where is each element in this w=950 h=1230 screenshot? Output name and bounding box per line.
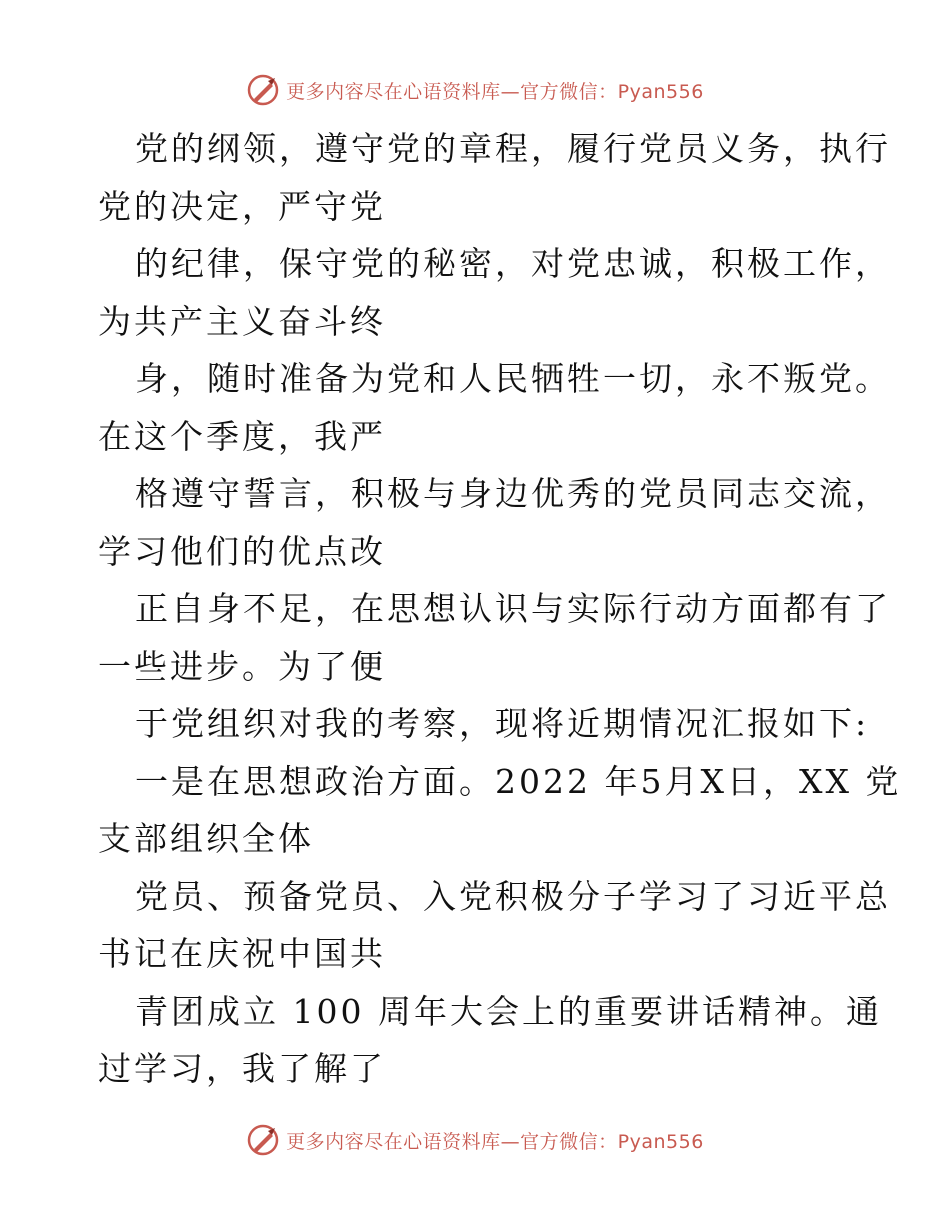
text-line: 党的纲领，遵守党的章程，履行党员义务，执行: [135, 129, 891, 168]
text-line: 格遵守誓言，积极与身边优秀的党员同志交流，: [135, 474, 891, 513]
text-line: 为共产主义奋斗终: [98, 301, 386, 341]
text-line: 过学习，我了解了: [98, 1049, 386, 1088]
text-line: 党的决定，严守党: [98, 186, 386, 226]
footer-watermark: [0, 1120, 950, 1160]
watermark-text: 更多内容尽在心语资料库—官方微信：Pyan556: [286, 80, 704, 103]
header-watermark: [0, 70, 950, 110]
text-line: 党员、预备党员、入党积极分子学习了习近平总: [135, 876, 891, 916]
watermark-text: 更多内容尽在心语资料库—官方微信：Pyan556: [286, 1130, 704, 1153]
text-line: 一些进步。为了便: [98, 646, 386, 686]
text-line: 书记在庆祝中国共: [98, 934, 386, 973]
text-line: 学习他们的优点改: [98, 531, 386, 571]
text-line: 支部组织全体: [98, 819, 314, 858]
text-line: 的纪律，保守党的秘密，对党忠诚，积极工作，: [135, 244, 891, 283]
quill-pen-logo-icon: [246, 73, 280, 107]
text-line: 在这个季度，我严: [98, 416, 386, 456]
text-line: 身，随时准备为党和人民牺牲一切，永不叛党。: [135, 359, 891, 398]
text-line: 青团成立 100 周年大会上的重要讲话精神。通: [135, 991, 882, 1031]
text-line: 正自身不足，在思想认识与实际行动方面都有了: [135, 589, 891, 628]
text-line: 于党组织对我的考察，现将近期情况汇报如下:: [135, 704, 870, 743]
quill-pen-logo-icon: [246, 1123, 280, 1157]
text-line: 一是在思想政治方面。2022 年5月X日，XX 党: [135, 761, 902, 801]
document-body: [98, 120, 902, 1098]
